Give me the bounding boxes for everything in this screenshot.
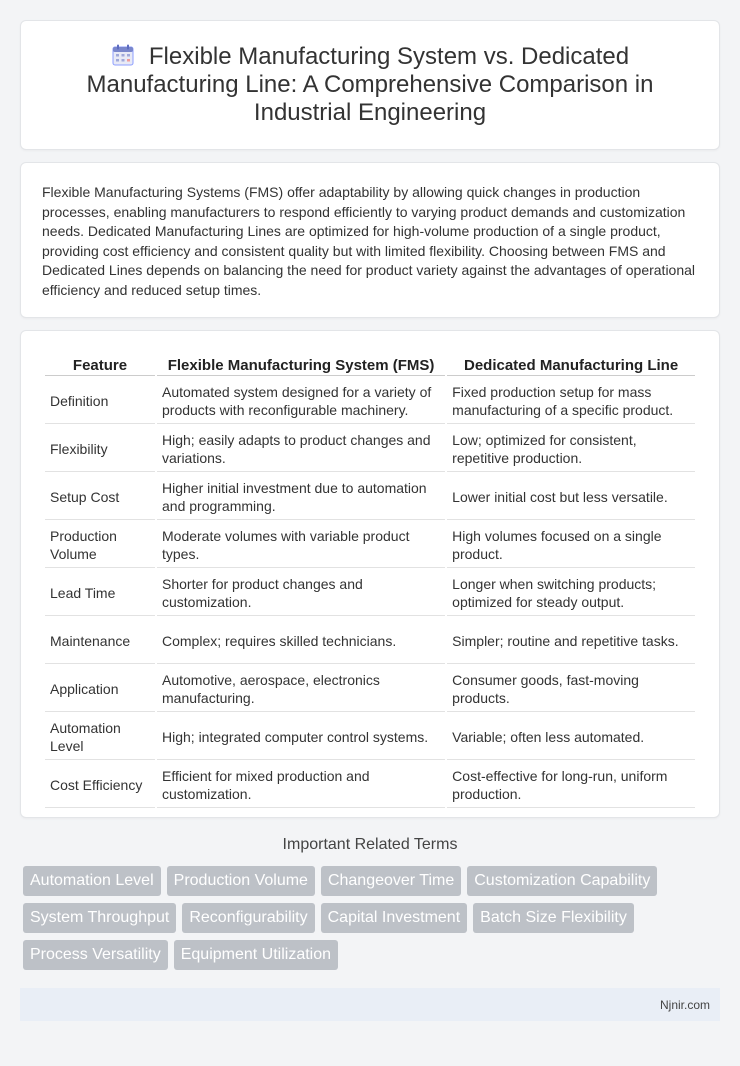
table-row [45, 666, 695, 712]
dedicated-cell: Lower initial cost but less versatile. [447, 474, 695, 520]
table-row [45, 570, 695, 616]
term-tag[interactable]: Customization Capability [467, 866, 657, 896]
term-tag[interactable]: Equipment Utilization [174, 940, 338, 970]
term-tag[interactable]: Process Versatility [23, 940, 168, 970]
table-row [45, 618, 695, 664]
table-row [45, 522, 695, 568]
title-card [20, 20, 720, 150]
table-row [45, 426, 695, 472]
feature-cell: Flexibility [45, 426, 155, 472]
feature-cell: Lead Time [45, 570, 155, 616]
feature-cell: Maintenance [45, 618, 155, 664]
term-tag[interactable]: Production Volume [167, 866, 315, 896]
header-dedicated: Dedicated Manufacturing Line [447, 353, 695, 376]
fms-cell: Complex; requires skilled technicians. [157, 618, 445, 664]
term-tag[interactable]: System Throughput [23, 903, 176, 933]
header-feature: Feature [45, 353, 155, 376]
feature-cell: Cost Efficiency [45, 762, 155, 808]
fms-cell: Shorter for product changes and customization. [157, 570, 445, 616]
page-title-text: Flexible Manufacturing System vs. Dedicated Manufacturing Line: A Comprehensive Comparison in Industrial Engineering [86, 43, 654, 126]
table-row [45, 378, 695, 424]
fms-cell: Automated system designed for a variety of products with reconfigurable machinery. [157, 378, 445, 424]
feature-cell: Setup Cost [45, 474, 155, 520]
related-terms-title: Important Related Terms [282, 836, 458, 853]
dedicated-cell: Fixed production setup for mass manufacturing of a specific product. [447, 378, 695, 424]
fms-cell: Efficient for mixed production and customization. [157, 762, 445, 808]
feature-cell: Production Volume [45, 522, 155, 568]
footer [20, 988, 720, 1021]
fms-cell: Higher initial investment due to automation and programming. [157, 474, 445, 520]
term-tag[interactable]: Reconfigurability [182, 903, 314, 933]
header-fms: Flexible Manufacturing System (FMS) [157, 353, 445, 376]
dedicated-cell: Cost-effective for long-run, uniform production. [447, 762, 695, 808]
term-tag[interactable]: Capital Investment [321, 903, 468, 933]
feature-cell: Definition [45, 378, 155, 424]
term-tag[interactable]: Batch Size Flexibility [473, 903, 634, 933]
table-header-row [45, 353, 695, 376]
dedicated-cell: Consumer goods, fast-moving products. [447, 666, 695, 712]
feature-cell: Automation Level [45, 714, 155, 760]
comparison-table [43, 351, 697, 810]
dedicated-cell: Simpler; routine and repetitive tasks. [447, 618, 695, 664]
dedicated-cell: Low; optimized for consistent, repetitive production. [447, 426, 695, 472]
term-tag[interactable]: Changeover Time [321, 866, 461, 896]
table-row [45, 762, 695, 808]
intro-card [20, 162, 720, 318]
table-row [45, 714, 695, 760]
feature-cell: Application [45, 666, 155, 712]
term-tag[interactable]: Automation Level [23, 866, 161, 896]
table-row [45, 474, 695, 520]
fms-cell: Automotive, aerospace, electronics manufacturing. [157, 666, 445, 712]
page-title [21, 43, 719, 127]
dedicated-cell: Variable; often less automated. [447, 714, 695, 760]
intro-paragraph: Flexible Manufacturing Systems (FMS) offer adaptability by allowing quick changes in production processes, enabling manufacturers to respond efficiently to varying product demands and customization needs. Dedicated Manufacturing Lines are optimized for high-volume production of a single product, providing cost efficiency and consistent quality but with limited flexibility. Choosing between FMS and Dedicated Lines depends on balancing the need for product variety against the advantages of operational efficiency and reduced setup times. [42, 184, 696, 298]
fms-cell: High; easily adapts to product changes and variations. [157, 426, 445, 472]
comparison-card [20, 330, 720, 818]
related-terms-list [20, 866, 720, 977]
fms-cell: Moderate volumes with variable product types. [157, 522, 445, 568]
dedicated-cell: Longer when switching products; optimized for steady output. [447, 570, 695, 616]
dedicated-cell: High volumes focused on a single product. [447, 522, 695, 568]
fms-cell: High; integrated computer control systems. [157, 714, 445, 760]
footer-site-link[interactable]: Njnir.com [659, 997, 710, 1012]
calendar-icon [111, 43, 135, 67]
